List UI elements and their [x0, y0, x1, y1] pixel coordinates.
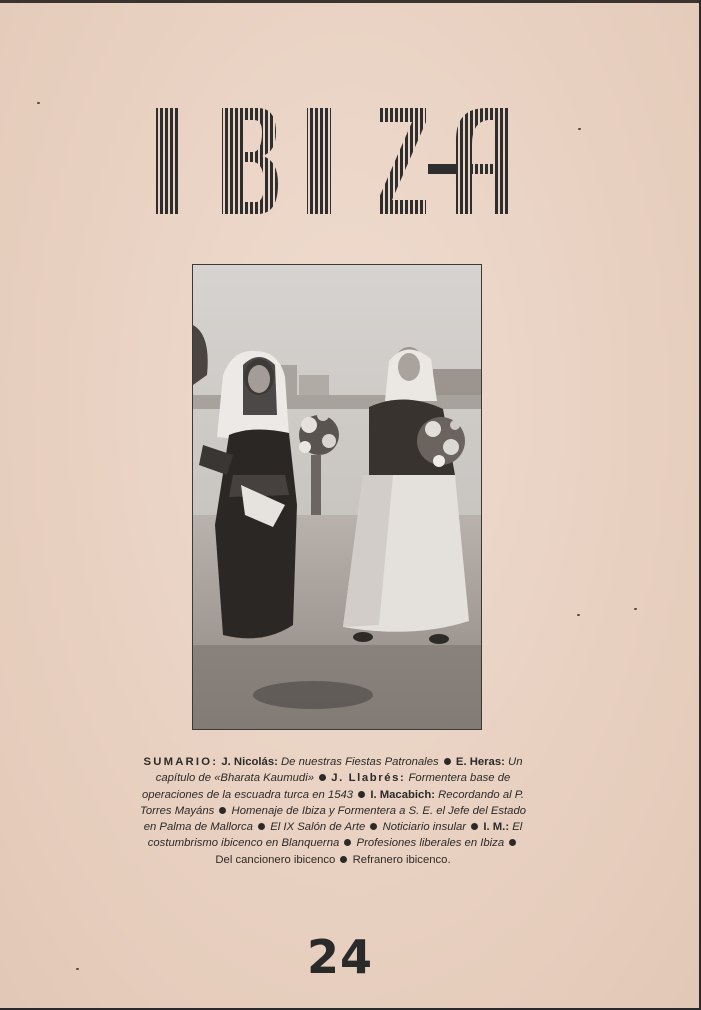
- toc-title: Recordando al P. Torres Mayáns: [139, 788, 524, 817]
- issue-number: 24: [306, 930, 373, 984]
- toc-title: De nuestras Fiestas Patronales: [281, 756, 439, 768]
- paper-speck: [76, 968, 79, 970]
- bullet-icon: [358, 791, 365, 798]
- toc-title: Refranero ibicenco.: [352, 853, 451, 866]
- bullet-icon: [471, 823, 478, 830]
- table-of-contents: [134, 754, 532, 868]
- toc-title: Homenaje de Ibiza y Formentera a S. E. el Jefe del Estado en Palma de Mallorca: [143, 804, 527, 834]
- sumario-heading: SUMARIO:: [143, 756, 219, 768]
- bullet-icon: [344, 839, 351, 846]
- photograph-two-women-traditional-dress-icon: [193, 265, 481, 729]
- toc-author: I. M.:: [483, 821, 510, 834]
- toc-title: Noticiario insular: [382, 821, 467, 834]
- bullet-icon: [319, 774, 326, 781]
- toc-author: J. Nicolás:: [221, 756, 278, 768]
- toc-title: Un capítulo de «Bharata Kaumudi»: [155, 756, 523, 785]
- top-border: [0, 0, 699, 3]
- bullet-icon: [258, 823, 265, 830]
- paper-speck: [634, 608, 637, 610]
- toc-author: I. Macabich:: [370, 788, 435, 801]
- paper-speck: [578, 128, 581, 130]
- cover-photo: [192, 264, 482, 730]
- toc-title: Profesiones liberales en Ibiza: [356, 837, 505, 850]
- paper-speck: [37, 102, 40, 104]
- paper-speck: [577, 614, 580, 616]
- bullet-icon: [219, 807, 226, 814]
- toc-title: El costumbrismo ibicenco en Blanquerna: [147, 821, 523, 850]
- toc-title: Formentera base de operaciones de la escuadra turca en 1543: [142, 772, 511, 801]
- toc-author: E. Heras:: [455, 756, 505, 768]
- toc-author: J. Llabrés:: [331, 772, 406, 785]
- toc-title: El IX Salón de Arte: [270, 821, 366, 834]
- bullet-icon: [509, 839, 516, 846]
- bullet-icon: [444, 758, 451, 765]
- magazine-title-logo: [150, 100, 520, 218]
- toc-title: Del cancionero ibicenco: [215, 853, 336, 866]
- bullet-icon: [340, 856, 347, 863]
- bullet-icon: [370, 823, 377, 830]
